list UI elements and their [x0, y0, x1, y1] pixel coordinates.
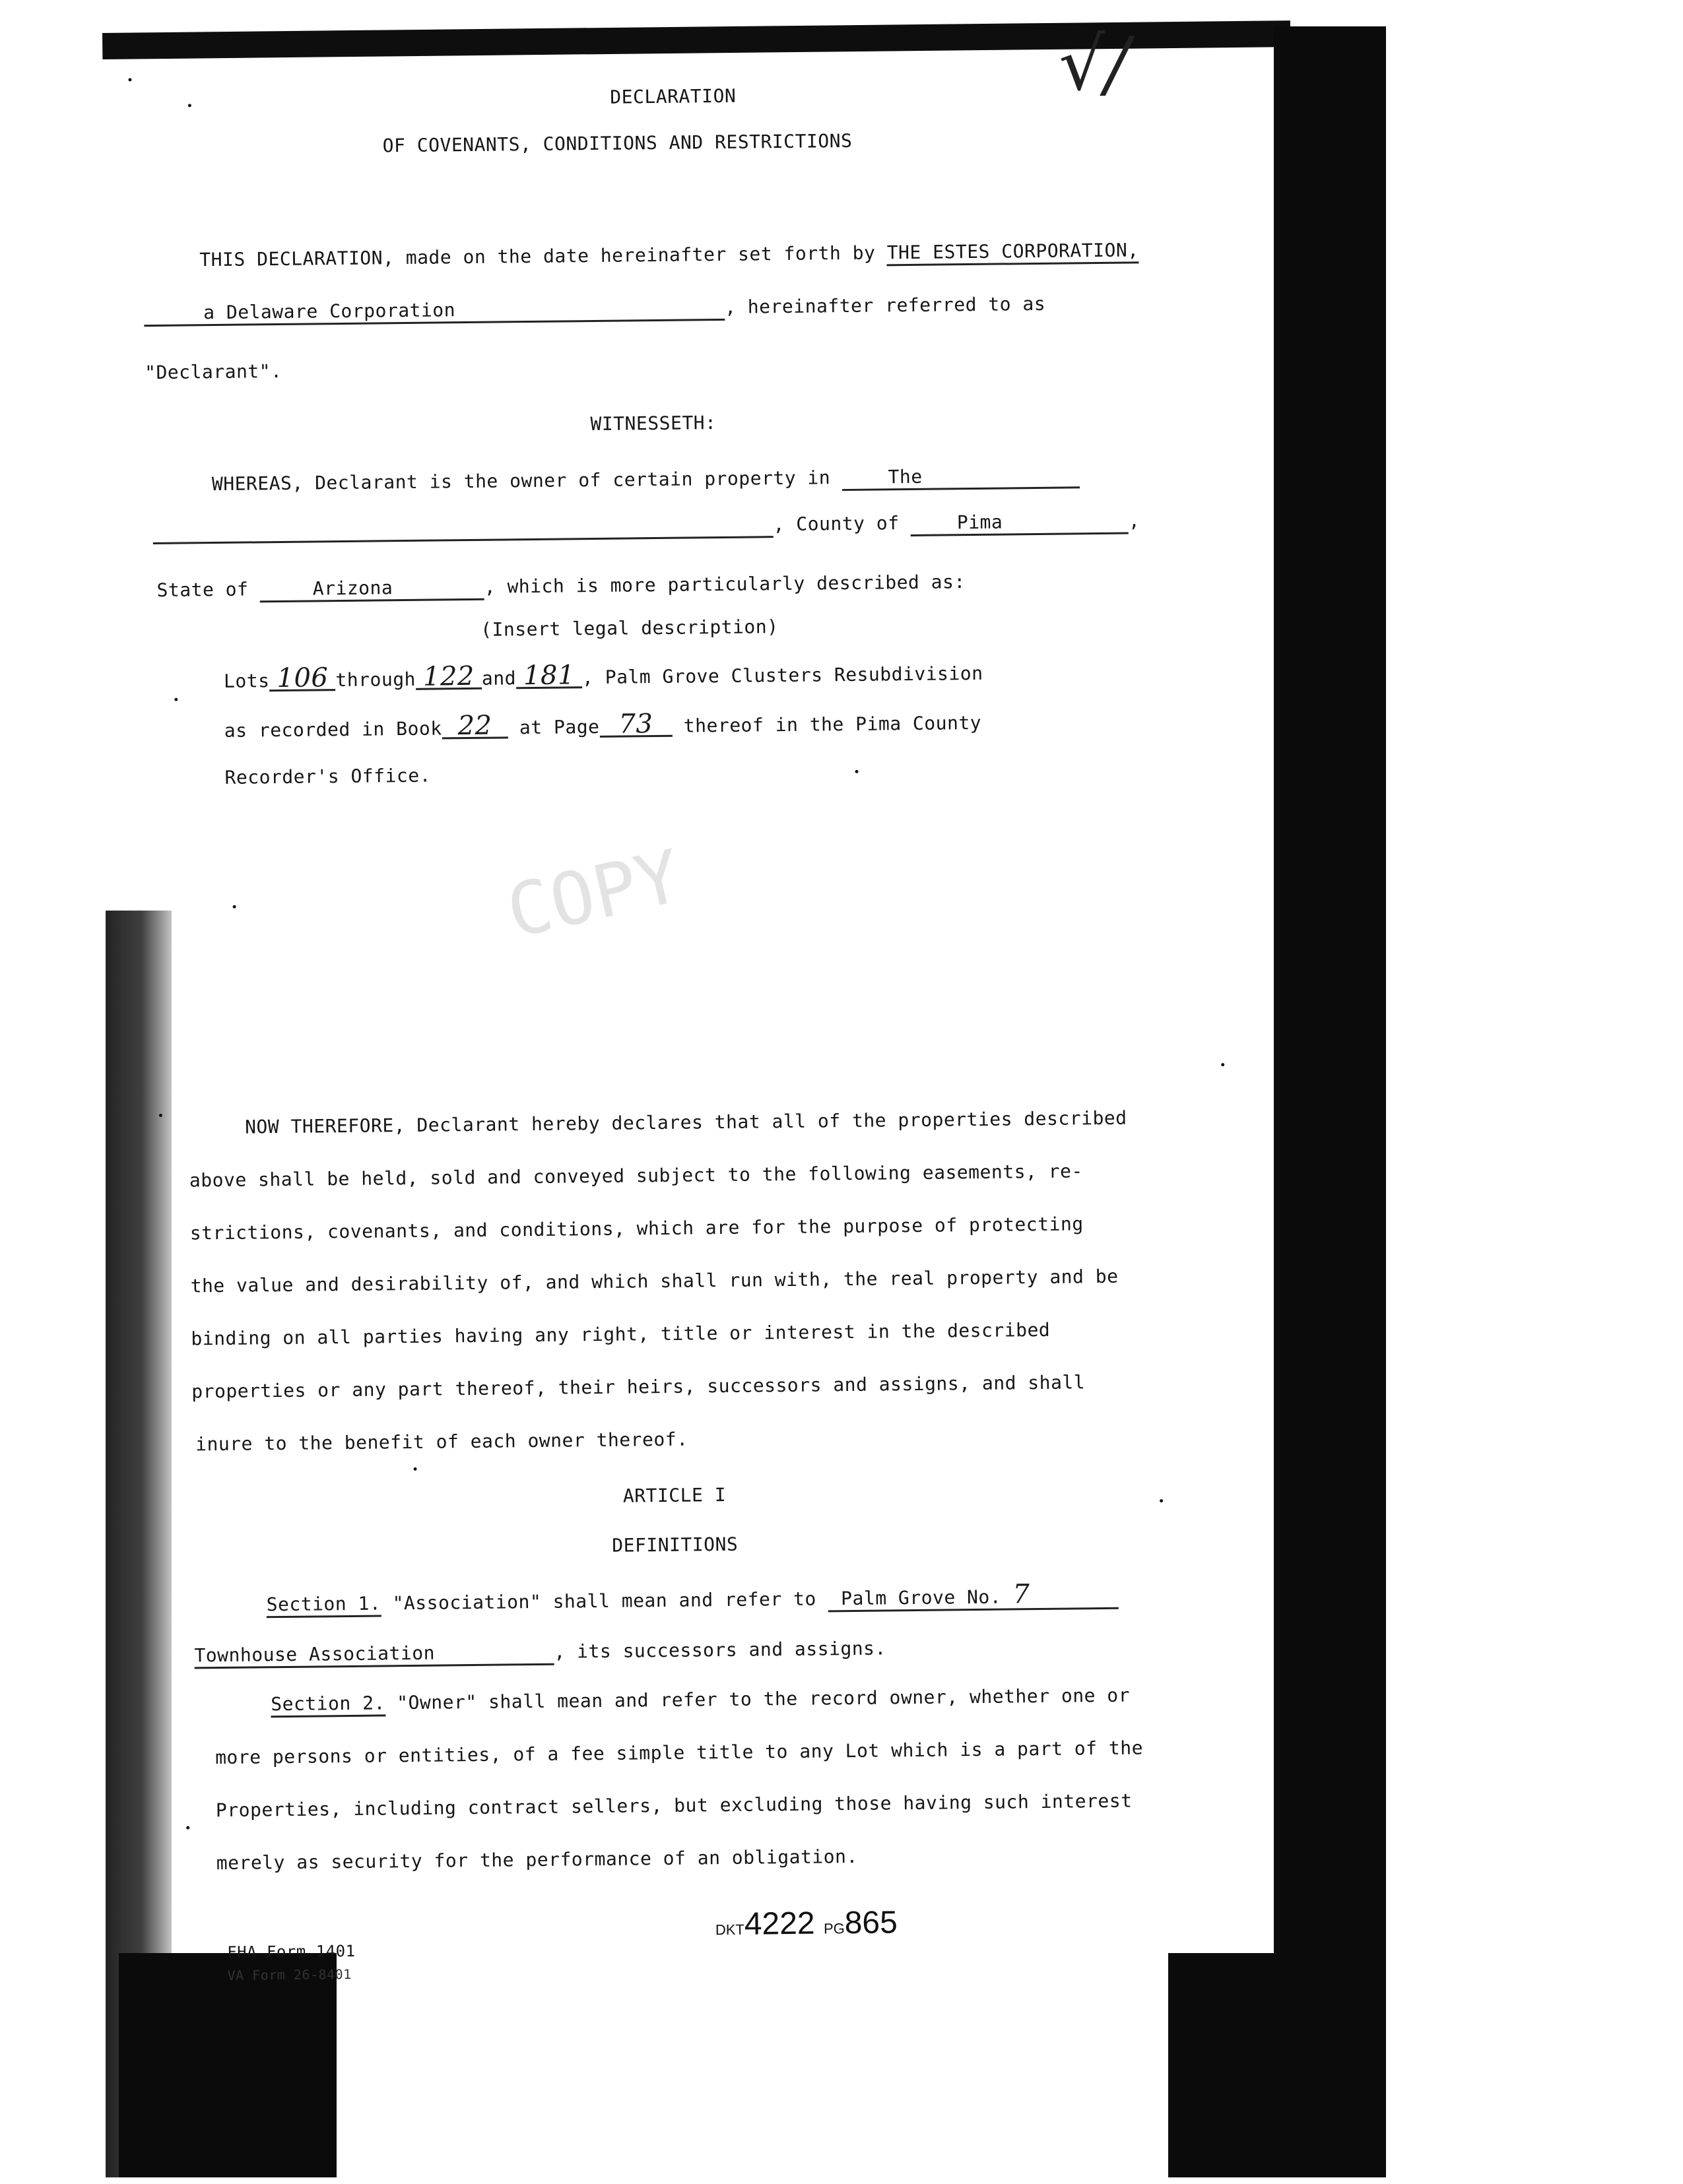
page-label: at Page [519, 715, 600, 739]
corporation-field: a Delaware Corporation [144, 296, 725, 327]
docket-number: 4222 [744, 1906, 815, 1942]
lots-label: Lots [223, 670, 270, 692]
now-therefore-line-7: inure to the benefit of each owner thereof. [195, 1428, 688, 1456]
intro-line-1 [199, 239, 1139, 273]
recorded-tail: thereof in the Pima County [683, 711, 982, 737]
state-field: Arizona [260, 576, 484, 603]
state-label: State of [156, 578, 249, 601]
section-2-line-2: more persons or entities, of a fee simple title to any Lot which is a part of the [214, 1737, 1144, 1769]
scan-speck [128, 78, 131, 81]
now-therefore-line-1: NOW THEREFORE, Declarant hereby declares that all of the properties described [244, 1107, 1127, 1138]
section-2-line-4: merely as security for the performance of an obligation. [216, 1845, 858, 1875]
scan-speck [174, 698, 178, 701]
through-label: through [335, 668, 416, 691]
section-2-label: Section 2. [271, 1692, 385, 1718]
association-name-field [828, 1579, 1118, 1613]
recorded-line [224, 709, 982, 742]
recording-page-number: 865 [844, 1905, 898, 1941]
insert-note: (Insert legal description) [480, 616, 779, 641]
article-number: ARTICLE I [622, 1483, 727, 1507]
form-number: FHA Form 1401 [227, 1941, 356, 1962]
docket-label: DKT [715, 1921, 745, 1939]
location-blank [152, 516, 773, 544]
page-number: 73 [599, 713, 672, 738]
scan-speck [1160, 1499, 1163, 1502]
lot-to: 122 [416, 665, 482, 690]
recorded-label: as recorded in Book [224, 717, 442, 742]
scan-speck [414, 1467, 417, 1471]
intro-text: THIS DECLARATION, made on the date hereinafter set forth by [199, 241, 876, 271]
scan-speck [855, 770, 858, 773]
association-number: 7 [1012, 1579, 1030, 1610]
faded-copy-stamp: COPY [499, 833, 689, 955]
recording-number [715, 1904, 898, 1943]
now-therefore-line-4: the value and desirability of, and which shall run with, the real property and be [190, 1265, 1119, 1297]
now-therefore-line-6: properties or any part thereof, their heirs, successors and assigns, and shall [191, 1371, 1086, 1403]
book-number: 22 [442, 714, 508, 739]
form-number-2: VA Form 26-8401 [227, 1966, 352, 1983]
section-1-tail: , its successors and assigns. [554, 1637, 886, 1663]
described-text: , which is more particularly described as: [484, 571, 966, 598]
document-title: DECLARATION [610, 84, 737, 108]
section-1-label: Section 1. [267, 1592, 381, 1618]
state-line [156, 571, 966, 604]
property-location-field: The [842, 464, 1079, 491]
witnesseth-heading: WITNESSETH: [590, 412, 717, 435]
whereas-line [212, 464, 1080, 498]
section-2-line-3: Properties, including contract sellers, but excluding those having such interest [215, 1789, 1133, 1822]
intro-line-3: "Declarant". [144, 360, 282, 384]
lots-line [224, 660, 983, 693]
declarant-name: THE ESTES CORPORATION, [887, 239, 1139, 266]
section-2-line-1 [271, 1685, 1130, 1718]
section-1-line [266, 1579, 1118, 1619]
and-label: and [481, 667, 517, 690]
county-line: , County of Pima , [152, 509, 1140, 544]
article-title: DEFINITIONS [612, 1533, 739, 1557]
section-2-text: "Owner" shall mean and refer to the record owner, whether one or [397, 1684, 1131, 1714]
county-label: , County of [773, 512, 900, 536]
lot-from: 106 [269, 666, 335, 691]
intro-tail: , hereinafter referred to as [724, 292, 1046, 318]
subdivision-name: , Palm Grove Clusters Resubdivision [581, 662, 983, 689]
scan-speck [159, 1114, 162, 1117]
association-name: Palm Grove No. [840, 1586, 1002, 1610]
now-therefore-line-5: binding on all parties having any right, title or interest in the described [191, 1318, 1051, 1350]
county-field: Pima [911, 510, 1129, 536]
recorder-office: Recorder's Office. [224, 764, 432, 788]
recording-page-label: PG [823, 1920, 845, 1937]
document-subtitle: OF COVENANTS, CONDITIONS AND RESTRICTIONS [382, 129, 853, 157]
whereas-text: WHEREAS, Declarant is the owner of certain property in [211, 466, 831, 496]
section-1-line-2 [194, 1637, 886, 1669]
now-therefore-line-2: above shall be held, sold and conveyed subject to the following easements, re- [189, 1160, 1083, 1192]
intro-line-2 [144, 293, 1045, 327]
initial-mark: √/ [1058, 21, 1131, 107]
now-therefore-line-3: strictions, covenants, and conditions, which are for the purpose of protecting [189, 1213, 1084, 1244]
association-line-2: Townhouse Association [194, 1641, 554, 1669]
scan-speck [186, 1826, 189, 1830]
lot-extra: 181 [516, 664, 582, 689]
section-1-text: "Association" shall mean and refer to [392, 1588, 816, 1615]
scan-speck [1221, 1063, 1224, 1066]
scan-speck [233, 905, 236, 909]
scan-speck [188, 104, 191, 107]
